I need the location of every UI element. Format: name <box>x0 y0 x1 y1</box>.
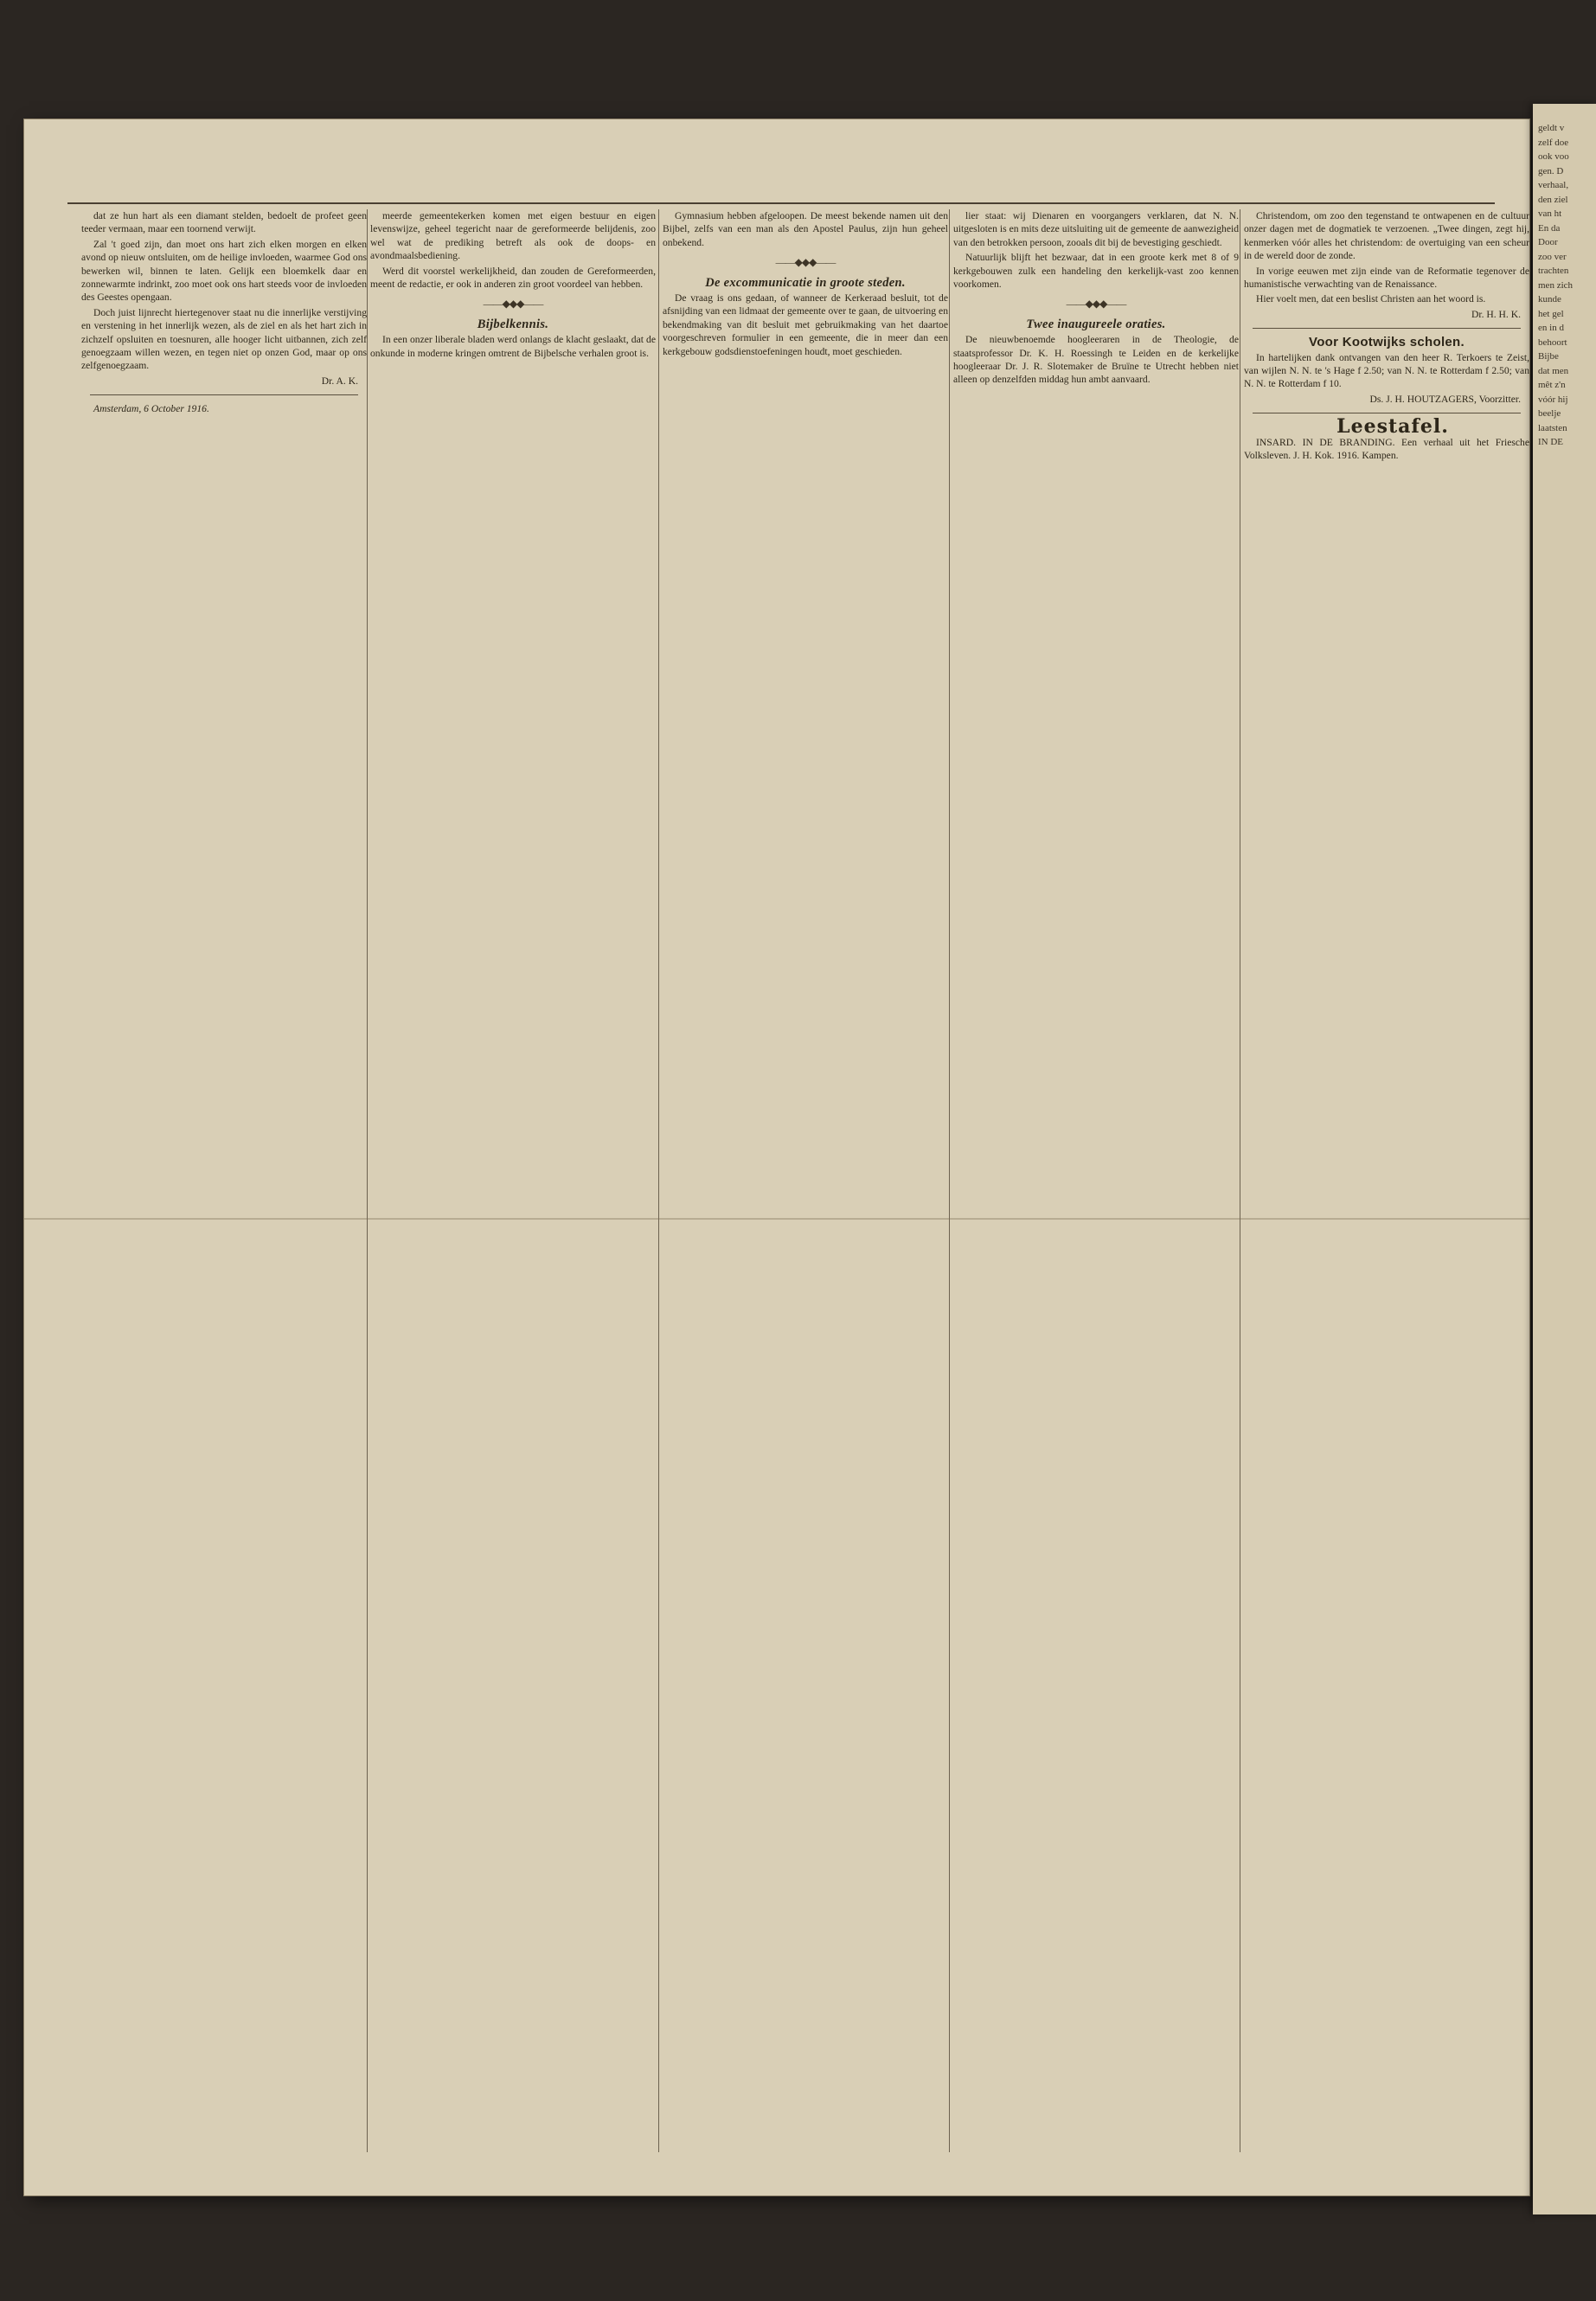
column-separator <box>949 209 950 2152</box>
divider <box>90 394 358 395</box>
section-heading: Bijbelkennis. <box>477 317 549 331</box>
paragraph: Hier voelt men, dat een beslist Christen aan het woord is. <box>1256 293 1486 305</box>
column-5 <box>1244 209 1529 2157</box>
column-separator <box>367 209 368 2152</box>
dateline: Amsterdam, 6 October 1916. <box>93 403 209 415</box>
paragraph: In hartelijken dank ontvangen van den heer R. Terkoers te Zeist, van wijlen N. N. te 's Hage f 2.50; van N. N. te Rotterdam f 2.50; van N. N. te Rotterdam f 10. <box>1244 351 1529 390</box>
paragraph: Doch juist lijnrecht hiertegenover staat nu die innerlijke verstijving en verstening in het innerlijk wezen, als de ziel en als het hart zich in zichzelf opsluiten en toesnuren, alle hooger licht uitbannen, zich zelf genoegzaam willen wezen, en tegen niet op onzen God, maar op ons zelfgenoegzaam. <box>81 306 367 372</box>
section-heading: Voor Kootwijks scholen. <box>1309 335 1465 350</box>
paragraph: De nieuwbenoemde hoogleeraren in de Theologie, de staatsprofessor Dr. K. H. Roessingh te Leiden en de kerkelijke hoogleeraar Dr. J. R. Slotemaker de Bruïne te Utrecht hebben niet alleen op denzelfden middag hun ambt aanvaard. <box>953 334 1239 386</box>
divider <box>1253 328 1521 329</box>
paragraph: lier staat: wij Dienaren en voorgangers verklaren, dat N. N. uitgesloten is en mits deze uitsluiting uit de gemeente de aanwezigheid van den betrokken persoon, zooals dit bij de bevestiging geschiedt. <box>953 210 1239 248</box>
column-2 <box>370 209 656 2157</box>
ornament-divider: ——◆◆◆—— <box>1066 298 1126 311</box>
ornament-divider: ——◆◆◆—— <box>775 256 836 269</box>
paragraph: Zal 't goed zijn, dan moet ons hart zich elken morgen en elken avond op nieuw ontsluiten, om de heilige invloeden, waarmee God ons bewerken wil, binnen te laten. Gelijk een bloemkelk daar en zonnewarmte indrinkt, zoo moet ook ons hart steeds voor de invloeden des Geestes opengaan. <box>81 238 367 304</box>
paragraph: dat ze hun hart als een diamant stelden, bedoelt de profeet geen teeder vermaan, maar een toornend verwijt. <box>81 210 367 235</box>
paragraph: meerde gemeentekerken komen met eigen bestuur en eigen levenswijze, geheel tegericht naar de gereformeerde belijdenis, zoo wel wat de prediking betreft als ook de doops- en avondmaalsbediening. <box>370 210 656 262</box>
column-4 <box>953 209 1239 2157</box>
section-heading: Twee inaugureele oraties. <box>1026 317 1166 331</box>
adjacent-page-edge <box>1533 104 1596 2214</box>
paragraph: Gymnasium hebben afgeloopen. De meest bekende namen uit den Bijbel, zelfs van een man als den Apostel Paulus, zijn hun geheel onbekend. <box>663 210 948 248</box>
signature: Ds. J. H. HOUTZAGERS, Voorzitter. <box>1369 393 1521 405</box>
column-3 <box>663 209 948 2157</box>
column-separator <box>658 209 659 2152</box>
column-1 <box>81 209 367 2157</box>
paragraph: Christendom, om zoo den tegenstand te ontwapenen en de cultuur onzer dagen met de dogmatiek te verzoenen. „Twee dingen, zegt hij, kenmerken vóór alles het christendom: de overtuiging van een scheur in de wereld door de zonde. <box>1244 210 1529 262</box>
paragraph: Natuurlijk blijft het bezwaar, dat in een groote kerk met 8 of 9 kerkgebouwen zulk een handeling den kerkelijk-vast zoo kennen voorkomen. <box>953 252 1239 291</box>
paragraph: Werd dit voorstel werkelijkheid, dan zouden de Gereformeerden, meent de redactie, er ook in anderen zin groot voordeel van hebben. <box>370 265 656 291</box>
paragraph: In vorige eeuwen met zijn einde van de Reformatie tegenover de humanistische verwachting van de Renaissance. <box>1244 265 1529 291</box>
page-fold-crease <box>24 1218 1529 1220</box>
signature: Dr. H. H. K. <box>1471 308 1521 320</box>
section-heading: Leestafel. <box>1336 415 1449 439</box>
paragraph: INSARD. IN DE BRANDING. Een verhaal uit het Friesche Volksleven. J. H. Kok. 1916. Kampen. <box>1244 436 1529 462</box>
ornament-divider: ——◆◆◆—— <box>483 298 543 311</box>
paragraph: In een onzer liberale bladen werd onlangs de klacht geslaakt, dat de onkunde in moderne kringen omtrent de Bijbelsche verhalen groot is. <box>370 334 656 359</box>
margin-text: geldt v zelf doe ook voo gen. D verhaal, den ziel van ht En da Door zoo ver trachten men zich kunde het gel en in d behoort Bijbe dat men mêt z'n vóór hij beelje laatsten IN DE <box>1538 123 1574 447</box>
signature: Dr. A. K. <box>321 375 358 387</box>
header-rule <box>67 202 1495 204</box>
section-heading: De excommunicatie in groote steden. <box>705 275 906 290</box>
paragraph: De vraag is ons gedaan, of wanneer de Kerkeraad besluit, tot de afsnijding van een lidmaat der gemeente over te gaan, de uitvoering en bekendmaking van dit besluit met gebruikmaking van het daartoe voorgeschreven formulier in een gemeente, die in meer dan een kerkgebouw godsdienstoefeningen houdt, moet geschieden. <box>663 292 948 357</box>
newspaper-page <box>24 119 1529 2195</box>
